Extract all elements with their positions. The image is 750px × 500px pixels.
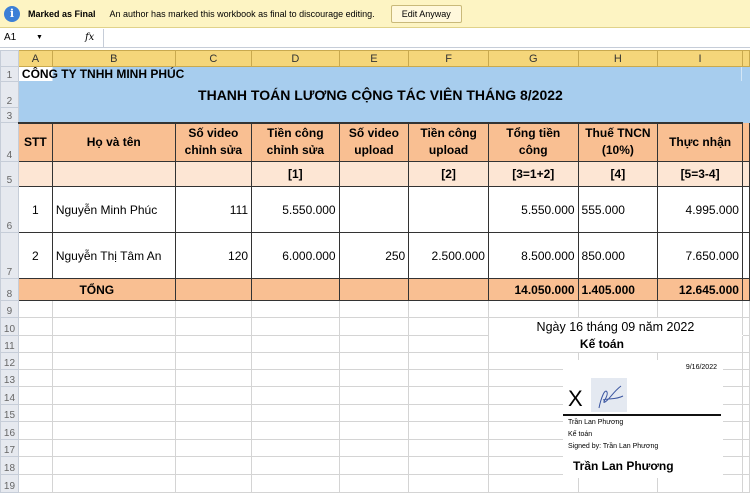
total-g[interactable]: 14.050.000 xyxy=(488,279,578,301)
fx-icon[interactable]: fx xyxy=(84,32,95,43)
cell[interactable] xyxy=(409,187,489,233)
infobar-message: An author has marked this workbook as final to discourage editing. xyxy=(109,8,375,19)
role-label[interactable]: Kế toán xyxy=(488,336,742,353)
subheader-cell[interactable] xyxy=(175,162,251,187)
table-row xyxy=(1,187,750,233)
header-cell[interactable]: Tổng tiền công xyxy=(488,123,578,162)
column-header[interactable]: I xyxy=(658,51,743,67)
cell[interactable]: 8.500.000 xyxy=(488,233,578,279)
column-header[interactable]: G xyxy=(488,51,578,67)
subheader-cell[interactable] xyxy=(52,162,175,187)
formula-input[interactable] xyxy=(103,29,750,47)
row-header[interactable]: 18 xyxy=(1,457,19,475)
row-header[interactable]: 19 xyxy=(1,475,19,493)
header-cell[interactable]: Họ và tên xyxy=(52,123,175,162)
row-header[interactable]: 7 xyxy=(1,233,19,279)
total-row xyxy=(1,279,750,301)
subheader-cell[interactable]: [3=1+2] xyxy=(488,162,578,187)
header-cell[interactable]: Tiền công upload xyxy=(409,123,489,162)
row-header[interactable]: 17 xyxy=(1,440,19,457)
cell[interactable]: 5.550.000 xyxy=(488,187,578,233)
column-header[interactable]: C xyxy=(175,51,251,67)
row-header[interactable]: 2 xyxy=(1,82,19,108)
edit-anyway-button[interactable]: Edit Anyway xyxy=(391,5,462,23)
subheader-cell[interactable] xyxy=(18,162,52,187)
header-cell[interactable]: Tiền công chỉnh sửa xyxy=(252,123,340,162)
subheader-cell[interactable]: [4] xyxy=(578,162,658,187)
header-cell[interactable]: Số video upload xyxy=(339,123,409,162)
signature-image xyxy=(591,378,627,412)
row-header[interactable]: 4 xyxy=(1,123,19,162)
row-header[interactable]: 5 xyxy=(1,162,19,187)
cell[interactable]: 2.500.000 xyxy=(409,233,489,279)
signer-title: Kế toán xyxy=(568,431,593,438)
cell[interactable]: 850.000 xyxy=(578,233,658,279)
column-header[interactable]: F xyxy=(409,51,489,67)
cell[interactable]: Nguyễn Minh Phúc xyxy=(52,187,175,233)
column-header[interactable]: E xyxy=(339,51,409,67)
company-name[interactable]: CÔNG TY TNHH MINH PHÚC xyxy=(18,67,742,82)
cell[interactable]: 7.650.000 xyxy=(658,233,743,279)
cell[interactable] xyxy=(339,187,409,233)
row-header[interactable]: 3 xyxy=(1,108,19,123)
infobar-title: Marked as Final xyxy=(28,8,96,19)
total-label[interactable]: TỔNG xyxy=(18,279,175,301)
cell[interactable]: 6.000.000 xyxy=(252,233,340,279)
signer-name: Trần Lan Phương xyxy=(568,419,624,426)
row-header[interactable]: 8 xyxy=(1,279,19,301)
subheader-cell[interactable] xyxy=(339,162,409,187)
cell[interactable]: 5.550.000 xyxy=(252,187,340,233)
column-header[interactable]: H xyxy=(578,51,658,67)
column-header[interactable]: D xyxy=(252,51,340,67)
header-cell[interactable]: Thuế TNCN (10%) xyxy=(578,123,658,162)
report-title[interactable]: THANH TOÁN LƯƠNG CỘNG TÁC VIÊN THÁNG 8/2022 xyxy=(18,82,742,108)
cell[interactable]: 2 xyxy=(18,233,52,279)
cell[interactable]: 250 xyxy=(339,233,409,279)
table-row xyxy=(1,233,750,279)
date-line[interactable]: Ngày 16 tháng 09 năm 2022 xyxy=(488,318,742,336)
info-icon: i xyxy=(4,6,20,22)
signature-line[interactable] xyxy=(563,360,723,478)
row-header[interactable]: 11 xyxy=(1,336,19,353)
row-header[interactable]: 16 xyxy=(1,422,19,440)
cell[interactable]: 555.000 xyxy=(578,187,658,233)
column-header[interactable]: A xyxy=(18,51,52,67)
total-h[interactable]: 1.405.000 xyxy=(578,279,658,301)
header-cell[interactable]: STT xyxy=(18,123,52,162)
cell[interactable]: Nguyễn Thị Tâm An xyxy=(52,233,175,279)
subheader-cell[interactable]: [1] xyxy=(252,162,340,187)
row-header[interactable]: 13 xyxy=(1,370,19,387)
name-box[interactable]: A1 xyxy=(4,32,17,43)
name-box-dropdown-icon[interactable]: ▼ xyxy=(36,34,43,41)
signature-x: X xyxy=(568,386,583,411)
cell[interactable]: 4.995.000 xyxy=(658,187,743,233)
header-cell[interactable]: Số video chỉnh sửa xyxy=(175,123,251,162)
formula-bar xyxy=(0,28,750,48)
row-header[interactable]: 14 xyxy=(1,387,19,405)
row-header[interactable]: 9 xyxy=(1,301,19,318)
marked-as-final-bar xyxy=(0,0,750,28)
row-header[interactable]: 15 xyxy=(1,405,19,422)
select-all-corner[interactable] xyxy=(1,51,19,67)
signature-date: 9/16/2022 xyxy=(685,364,717,371)
subheader-cell[interactable]: [2] xyxy=(409,162,489,187)
signed-by: Signed by: Trần Lan Phương xyxy=(568,443,659,450)
subheader-cell[interactable]: [5=3-4] xyxy=(658,162,743,187)
cell[interactable]: 111 xyxy=(175,187,251,233)
column-header[interactable]: B xyxy=(52,51,175,67)
total-i[interactable]: 12.645.000 xyxy=(658,279,743,301)
cell[interactable]: 120 xyxy=(175,233,251,279)
row-header[interactable]: 6 xyxy=(1,187,19,233)
cell[interactable]: 1 xyxy=(18,187,52,233)
row-header[interactable]: 10 xyxy=(1,318,19,336)
header-cell[interactable]: Thực nhận xyxy=(658,123,743,162)
row-header[interactable]: 12 xyxy=(1,353,19,370)
signer-full-name: Trần Lan Phương xyxy=(573,459,674,473)
row-header[interactable]: 1 xyxy=(1,67,19,82)
